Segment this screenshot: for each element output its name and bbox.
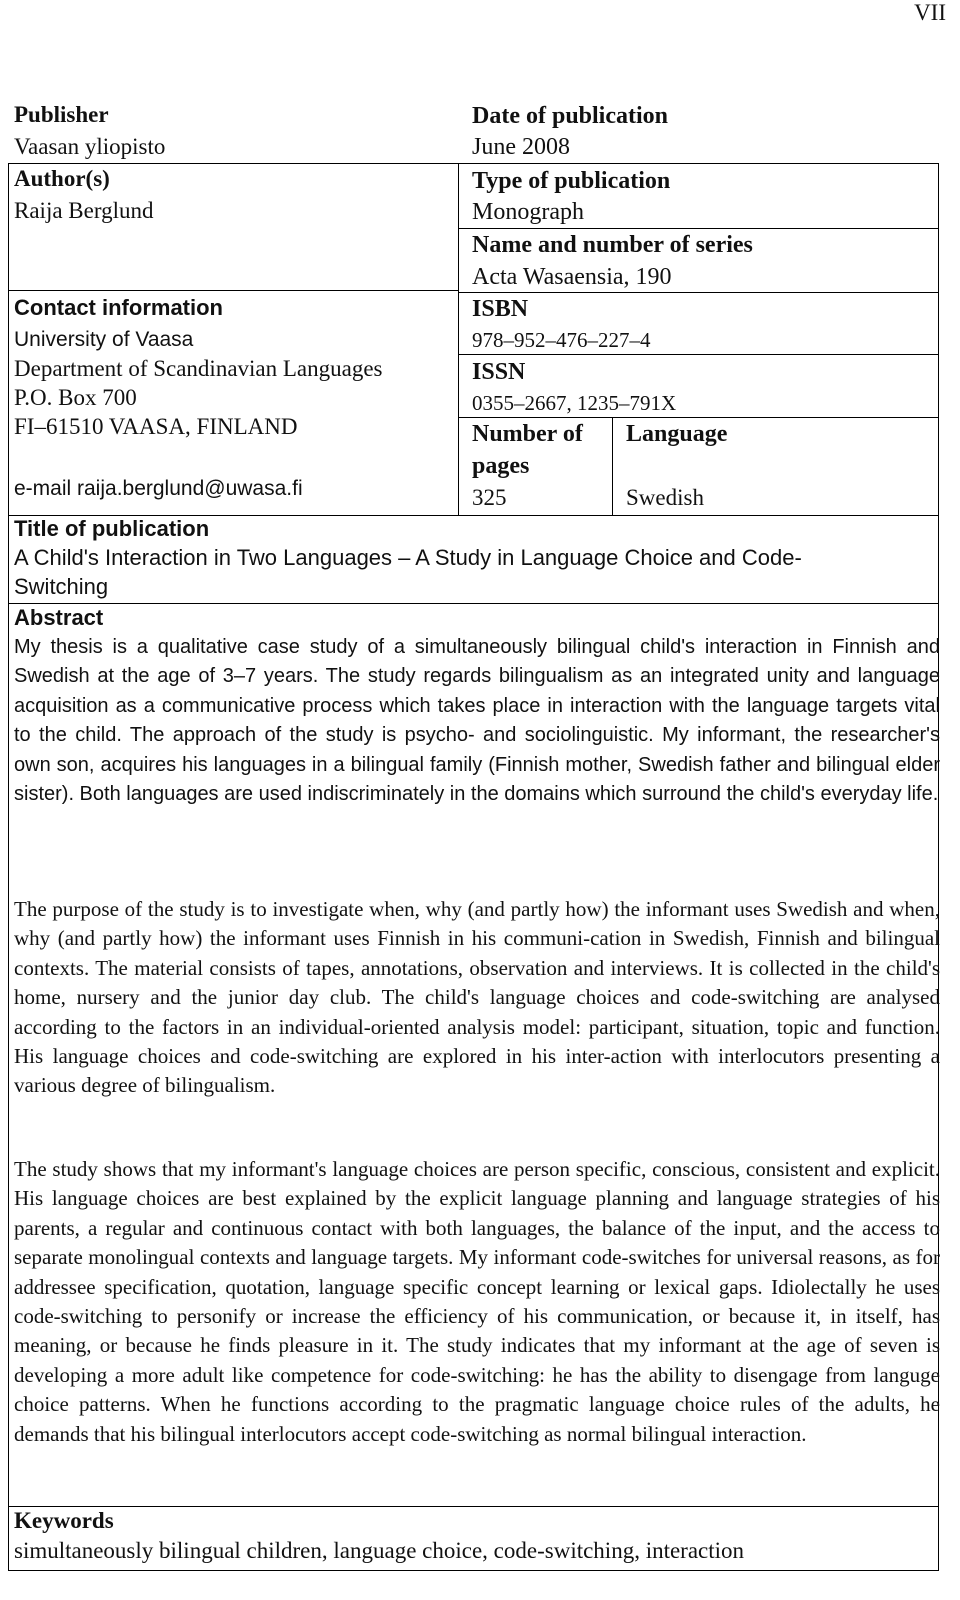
- date-value: June 2008: [472, 134, 570, 160]
- pages-language-divider: [612, 417, 613, 515]
- row-divider: [8, 290, 458, 291]
- contact-line: P.O. Box 700: [14, 385, 137, 410]
- issn-value: 0355–2667, 1235–791X: [472, 391, 677, 415]
- contact-email[interactable]: e-mail raija.berglund@uwasa.fi: [14, 477, 303, 500]
- type-value: Monograph: [472, 199, 584, 225]
- column-divider: [458, 163, 459, 515]
- table-top-border: [8, 163, 938, 164]
- publisher-value: Vaasan yliopisto: [14, 134, 166, 159]
- abstract-paragraph: My thesis is a qualitative case study of a simultaneously bilingual child's interaction in Finnish and Swedish at the age of 3–7 years. The study regards bilingualism as an integrated unity and language acquisition as a communicative process which takes place in interaction with the language targets vital to the child. The approach of the study is psycho- and sociolinguistic. My informant, the researcher's own son, acquires his languages in a bilingual family (Finnish mother, Swedish father and bilingual elder sister). Both languages are used indiscriminately in the domains which surround the child's everyday life.: [14, 636, 940, 806]
- contact-label: Contact information: [14, 295, 223, 320]
- title-label: Title of publication: [14, 516, 210, 541]
- series-label: Name and number of series: [472, 232, 753, 258]
- abstract-label: Abstract: [14, 605, 104, 630]
- contact-line: Department of Scandinavian Languages: [14, 356, 383, 381]
- pages-label: pages: [472, 453, 530, 479]
- page-number: VII: [914, 0, 946, 25]
- table-bottom-border: [8, 1570, 938, 1571]
- isbn-value: 978–952–476–227–4: [472, 328, 651, 352]
- language-label: Language: [626, 421, 728, 447]
- language-value: Swedish: [626, 485, 704, 510]
- table-left-border: [8, 163, 9, 1571]
- keywords-label: Keywords: [14, 1508, 114, 1533]
- keywords-value: simultaneously bilingual children, language choice, code-switching, interaction: [14, 1538, 745, 1563]
- authors-label: Author(s): [14, 166, 110, 191]
- publisher-label: Publisher: [14, 102, 109, 127]
- row-divider: [458, 292, 938, 293]
- abstract-paragraph: The study shows that my informant's language choices are person specific, conscious, consistent and explicit. His language choices are best explained by the explicit language planning and language strategies of his parents, a regular and continuous contact with both languages, the balance of the input, and the access to separate monolingual contexts and language targets. My informant code-switches for universal reasons, as for addressee specification, quotation, language specific concept learning or lexical gaps. Idiolectally he uses code-switching to personify or increase the efficiency of his communication, or because it, in itself, has meaning, or because he finds pleasure in it. The study indicates that my informant at the age of seven is developing a more adult like competence for code-switching: he has the ability to disengage from languge choice patterns. When he functions according to the pragmatic language choice rules of the adults, he demands that his bilingual interlocutors accept code-switching as normal bilingual interaction.: [14, 1157, 940, 1446]
- row-divider: [458, 228, 938, 229]
- abstract-paragraph: The purpose of the study is to investigate when, why (and partly how) the informant uses Swedish and when, why (and partly how) the informant uses Finnish in his communi-cation in Swedish, Finnish and bilingual contexts. The material consists of tapes, annotations, observation and interviews. It is collected in the child's home, nursery and the junior day club. The child's language choices and code-switching are analysed according to the factors in an individual-oriented analysis model: participant, situation, topic and function. His language choices and code-switching are explored in his inter-action with interlocutors presenting a various degree of bilingualism.: [14, 897, 940, 1098]
- pages-label: Number of: [472, 421, 583, 447]
- issn-label: ISSN: [472, 359, 526, 385]
- date-label: Date of publication: [472, 103, 669, 129]
- type-label: Type of publication: [472, 168, 671, 194]
- row-divider: [8, 1506, 938, 1507]
- title-value: A Child's Interaction in Two Languages – A Study in Language Choice and Code-Switching: [14, 545, 802, 599]
- contact-line: FI–61510 VAASA, FINLAND: [14, 414, 298, 439]
- isbn-label: ISBN: [472, 296, 529, 322]
- series-value: Acta Wasaensia, 190: [472, 264, 672, 290]
- contact-line: University of Vaasa: [14, 328, 194, 351]
- row-divider: [8, 603, 938, 604]
- authors-value: Raija Berglund: [14, 198, 154, 223]
- pages-value: 325: [472, 485, 507, 510]
